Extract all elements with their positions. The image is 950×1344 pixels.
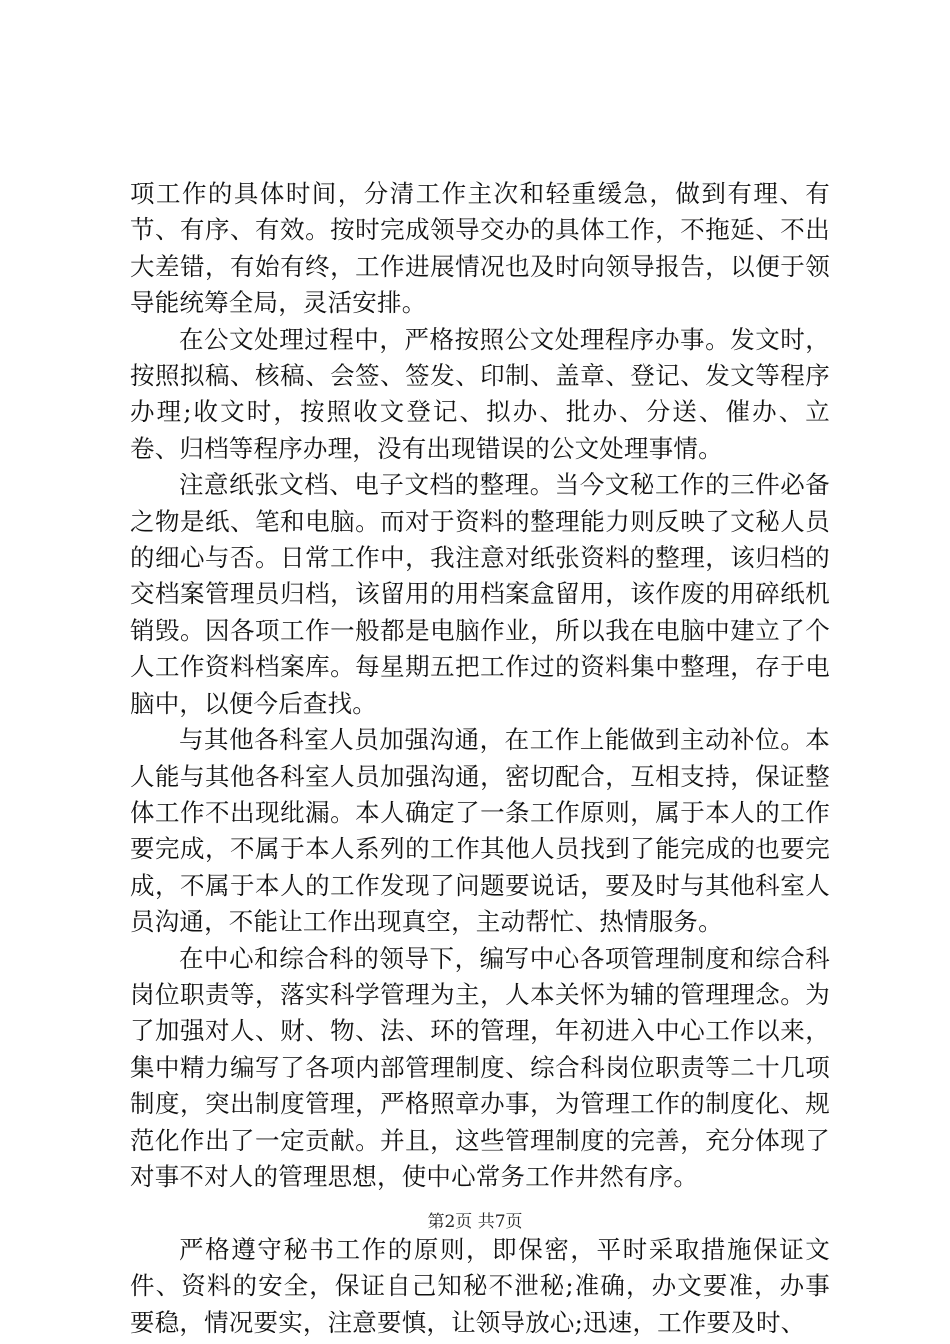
page-number-footer: 第2页 共7页 [427, 1212, 523, 1232]
paragraph-document-processing: 在公文处理过程中，严格按照公文处理程序办事。发文时，按照拟稿、核稿、会签、签发、印制、盖章、登记、发文等程序办理;收文时，按照收文登记、拟办、批办、分送、催办、立卷、归档等程序办理，没有出现错误的公文处理事情。 [130, 324, 830, 463]
document-body [130, 176, 830, 1341]
paragraph-management-system: 在中心和综合科的领导下，编写中心各项管理制度和综合科岗位职责等，落实科学管理为主，人本关怀为辅的管理理念。为了加强对人、财、物、法、环的管理，年初进入中心工作以来，集中精力编写了各项内部管理制度、综合科岗位职责等二十几项制度，突出制度管理，严格照章办事，为管理工作的制度化、规范化作出了一定贡献。并且，这些管理制度的完善，充分体现了对事不对人的管理思想，使中心常务工作井然有序。 [130, 943, 830, 1191]
paragraph-secretary-principles: 严格遵守秘书工作的原则，即保密，平时采取措施保证文件、资料的安全，保证自己知秘不泄秘;准确，办文要准，办事要稳，情况要实，注意要慎，让领导放心;迅速，工作要及时、 [130, 1234, 830, 1337]
paragraph-communication: 与其他各科室人员加强沟通，在工作上能做到主动补位。本人能与其他各科室人员加强沟通，密切配合，互相支持，保证整体工作不出现纰漏。本人确定了一条工作原则，属于本人的工作要完成，不属于本人系列的工作其他人员找到了能完成的也要完成，不属于本人的工作发现了问题要说话，要及时与其他科室人员沟通，不能让工作出现真空，主动帮忙、热情服务。 [130, 725, 830, 937]
paragraph-continued: 项工作的具体时间，分清工作主次和轻重缓急，做到有理、有节、有序、有效。按时完成领导交办的具体工作，不拖延、不出大差错，有始有终，工作进展情况也及时向领导报告，以便于领导能统筹全局，灵活安排。 [130, 179, 830, 318]
paragraph-file-organization: 注意纸张文档、电子文档的整理。当今文秘工作的三件必备之物是纸、笔和电脑。而对于资料的整理能力则反映了文秘人员的细心与否。日常工作中，我注意对纸张资料的整理，该归档的交档案管理员归档，该留用的用档案盒留用，该作废的用碎纸机销毁。因各项工作一般都是电脑作业，所以我在电脑中建立了个人工作资料档案库。每星期五把工作过的资料集中整理，存于电脑中，以便今后查找。 [130, 470, 830, 718]
